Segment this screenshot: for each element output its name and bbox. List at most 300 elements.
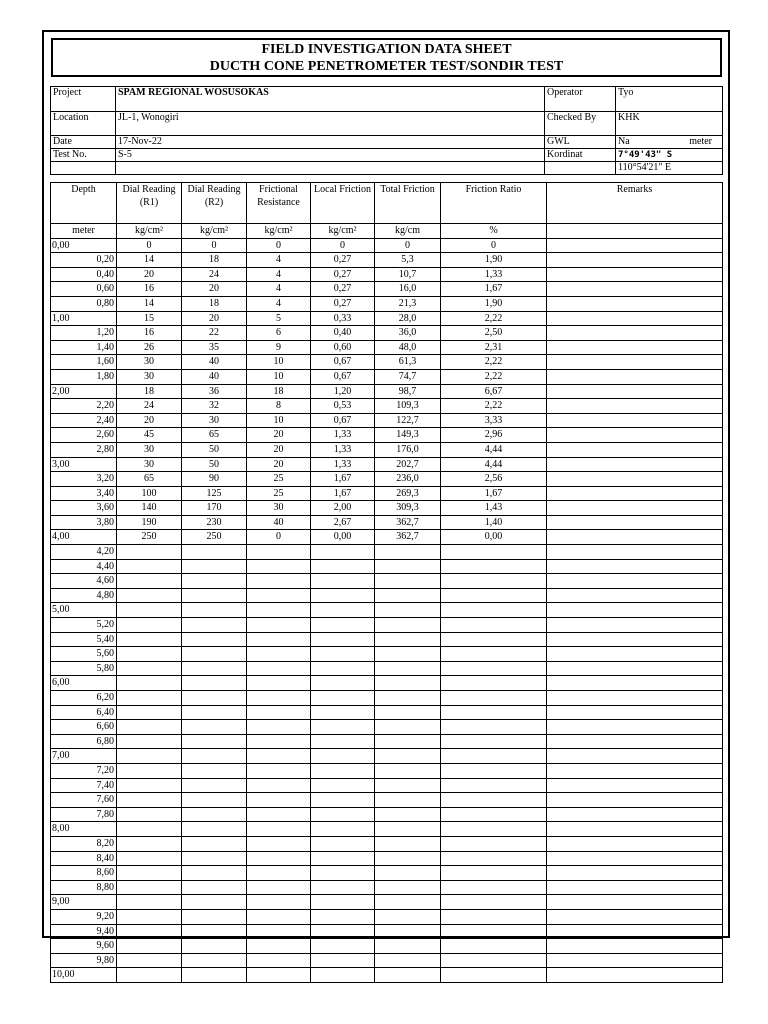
cell-tf (375, 676, 441, 691)
cell-ratio (441, 603, 547, 618)
table-row (51, 939, 723, 954)
cell-r1: 45 (117, 428, 182, 443)
cell-depth: 7,80 (51, 807, 117, 822)
cell-fr: 4 (247, 267, 311, 282)
table-row (51, 793, 723, 808)
table-row (51, 413, 723, 428)
cell-ratio: 6,67 (441, 384, 547, 399)
info-table (50, 86, 723, 175)
cell-depth: 5,40 (51, 632, 117, 647)
cell-fr: 10 (247, 369, 311, 384)
cell-fr: 40 (247, 515, 311, 530)
table-row (51, 384, 723, 399)
cell-lf: 1,33 (311, 442, 375, 457)
cell-ratio: 0,00 (441, 530, 547, 545)
cell-r1: 0 (117, 238, 182, 253)
cell-depth: 7,60 (51, 793, 117, 808)
cell-r2 (182, 632, 247, 647)
cell-r2: 22 (182, 326, 247, 341)
cell-r2: 0 (182, 238, 247, 253)
cell-tf (375, 778, 441, 793)
cell-remarks (547, 296, 723, 311)
cell-r1 (117, 763, 182, 778)
cell-fr: 0 (247, 238, 311, 253)
cell-tf: 98,7 (375, 384, 441, 399)
table-row (51, 676, 723, 691)
cell-r1 (117, 749, 182, 764)
cell-tf: 61,3 (375, 355, 441, 370)
cell-ratio (441, 647, 547, 662)
header-local-friction: Local Friction (311, 183, 375, 224)
cell-depth: 5,80 (51, 661, 117, 676)
cell-lf (311, 705, 375, 720)
cell-r2 (182, 574, 247, 589)
cell-remarks (547, 530, 723, 545)
cell-r1 (117, 895, 182, 910)
cell-remarks (547, 501, 723, 516)
cell-fr: 4 (247, 282, 311, 297)
cell-r2 (182, 603, 247, 618)
header-r2: Dial Reading (R2) (182, 183, 247, 224)
header-depth: Depth (51, 183, 117, 224)
cell-r2: 18 (182, 253, 247, 268)
unit-tf: kg/cm (375, 224, 441, 239)
cell-tf (375, 763, 441, 778)
unit-r1: kg/cm² (117, 224, 182, 239)
cell-lf (311, 734, 375, 749)
unit-lf: kg/cm² (311, 224, 375, 239)
cell-r2 (182, 909, 247, 924)
table-row (51, 603, 723, 618)
cell-r2: 30 (182, 413, 247, 428)
cell-tf: 10,7 (375, 267, 441, 282)
cell-remarks (547, 866, 723, 881)
cell-r2: 230 (182, 515, 247, 530)
cell-fr: 20 (247, 428, 311, 443)
date-value: 17-Nov-22 (116, 136, 545, 149)
cell-fr (247, 836, 311, 851)
cell-r2 (182, 749, 247, 764)
cell-ratio: 2,96 (441, 428, 547, 443)
table-row (51, 545, 723, 560)
cell-r1 (117, 559, 182, 574)
cell-tf (375, 559, 441, 574)
cell-depth: 3,80 (51, 515, 117, 530)
cell-r1 (117, 632, 182, 647)
cell-lf (311, 778, 375, 793)
cell-tf: 16,0 (375, 282, 441, 297)
unit-fr: kg/cm² (247, 224, 311, 239)
cell-depth: 7,20 (51, 763, 117, 778)
cell-r1 (117, 676, 182, 691)
cell-r2: 170 (182, 501, 247, 516)
cell-r1 (117, 953, 182, 968)
cell-remarks (547, 691, 723, 706)
cell-tf: 0 (375, 238, 441, 253)
cell-ratio: 2,22 (441, 399, 547, 414)
kordinat-lon: 110°54'21" E (616, 162, 723, 175)
cell-lf: 1,20 (311, 384, 375, 399)
cell-lf (311, 953, 375, 968)
cell-remarks (547, 311, 723, 326)
cell-tf (375, 691, 441, 706)
cell-ratio: 1,67 (441, 486, 547, 501)
cell-fr: 30 (247, 501, 311, 516)
cell-tf (375, 720, 441, 735)
cell-remarks (547, 486, 723, 501)
cell-depth: 10,00 (51, 968, 117, 983)
cell-ratio: 4,44 (441, 442, 547, 457)
cell-lf (311, 632, 375, 647)
cell-ratio: 4,44 (441, 457, 547, 472)
table-row (51, 355, 723, 370)
cell-depth: 2,20 (51, 399, 117, 414)
cell-fr: 20 (247, 442, 311, 457)
cell-lf (311, 720, 375, 735)
cell-tf (375, 749, 441, 764)
cell-depth: 4,40 (51, 559, 117, 574)
cell-lf (311, 559, 375, 574)
cell-remarks (547, 895, 723, 910)
cell-lf: 1,67 (311, 472, 375, 487)
cell-remarks (547, 705, 723, 720)
table-row (51, 836, 723, 851)
table-row (51, 895, 723, 910)
table-row (51, 647, 723, 662)
cell-tf (375, 909, 441, 924)
cell-fr: 9 (247, 340, 311, 355)
cell-fr: 20 (247, 457, 311, 472)
checked-value: KHK (616, 112, 723, 136)
cell-remarks (547, 428, 723, 443)
cell-r1: 190 (117, 515, 182, 530)
table-row (51, 530, 723, 545)
cell-lf: 0,27 (311, 267, 375, 282)
cell-tf: 5,3 (375, 253, 441, 268)
table-row (51, 909, 723, 924)
table-row (51, 968, 723, 983)
cell-tf (375, 924, 441, 939)
cell-fr: 25 (247, 486, 311, 501)
cell-lf (311, 676, 375, 691)
header-friction-ratio: Friction Ratio (441, 183, 547, 224)
cell-depth: 5,00 (51, 603, 117, 618)
cell-tf (375, 851, 441, 866)
cell-r1 (117, 574, 182, 589)
table-row (51, 282, 723, 297)
cell-lf: 2,67 (311, 515, 375, 530)
cell-r2: 50 (182, 442, 247, 457)
cell-r1 (117, 924, 182, 939)
cell-remarks (547, 618, 723, 633)
cell-r1: 16 (117, 326, 182, 341)
cell-tf: 362,7 (375, 530, 441, 545)
cell-r2 (182, 866, 247, 881)
cell-lf: 0,67 (311, 369, 375, 384)
table-row (51, 618, 723, 633)
cell-ratio (441, 691, 547, 706)
cell-fr (247, 939, 311, 954)
cell-ratio: 2,31 (441, 340, 547, 355)
cell-remarks (547, 734, 723, 749)
table-row (51, 428, 723, 443)
cell-remarks (547, 851, 723, 866)
cell-remarks (547, 399, 723, 414)
cell-ratio: 1,40 (441, 515, 547, 530)
cell-depth: 0,40 (51, 267, 117, 282)
cell-remarks (547, 253, 723, 268)
cell-r2 (182, 618, 247, 633)
cell-depth: 8,20 (51, 836, 117, 851)
cell-fr: 5 (247, 311, 311, 326)
table-row (51, 807, 723, 822)
table-row (51, 238, 723, 253)
cell-tf: 309,3 (375, 501, 441, 516)
cell-lf: 1,67 (311, 486, 375, 501)
cell-tf: 28,0 (375, 311, 441, 326)
title-box (51, 38, 722, 77)
test-label: Test No. (51, 149, 116, 162)
blank-cell (51, 162, 116, 175)
cell-lf (311, 647, 375, 662)
cell-r2 (182, 588, 247, 603)
cell-tf: 149,3 (375, 428, 441, 443)
location-label: Location (51, 112, 116, 136)
cell-tf (375, 807, 441, 822)
blank-cell (116, 162, 545, 175)
cell-remarks (547, 588, 723, 603)
cell-lf (311, 895, 375, 910)
cell-r2 (182, 647, 247, 662)
table-row (51, 296, 723, 311)
cell-fr (247, 763, 311, 778)
cell-tf (375, 793, 441, 808)
cell-lf (311, 588, 375, 603)
cell-fr (247, 866, 311, 881)
cell-r1: 30 (117, 442, 182, 457)
cell-remarks (547, 632, 723, 647)
cell-fr (247, 705, 311, 720)
cell-lf: 0,00 (311, 530, 375, 545)
cell-r1 (117, 851, 182, 866)
cell-ratio (441, 749, 547, 764)
cell-tf: 74,7 (375, 369, 441, 384)
cell-ratio (441, 968, 547, 983)
cell-r1: 65 (117, 472, 182, 487)
cell-fr (247, 807, 311, 822)
cell-ratio: 1,90 (441, 253, 547, 268)
cell-remarks (547, 384, 723, 399)
cell-tf (375, 968, 441, 983)
cell-depth: 0,00 (51, 238, 117, 253)
cell-remarks (547, 939, 723, 954)
cell-remarks (547, 807, 723, 822)
cell-r1 (117, 822, 182, 837)
cell-depth: 4,60 (51, 574, 117, 589)
cell-depth: 4,80 (51, 588, 117, 603)
cell-tf (375, 661, 441, 676)
table-row (51, 399, 723, 414)
cell-r1 (117, 603, 182, 618)
cell-remarks (547, 836, 723, 851)
cell-fr (247, 661, 311, 676)
cell-r2: 50 (182, 457, 247, 472)
table-row (51, 866, 723, 881)
table-row (51, 953, 723, 968)
cell-remarks (547, 603, 723, 618)
cell-r2: 90 (182, 472, 247, 487)
table-row (51, 763, 723, 778)
cell-lf (311, 939, 375, 954)
cell-r2 (182, 924, 247, 939)
cell-lf (311, 691, 375, 706)
cell-tf (375, 647, 441, 662)
cell-ratio (441, 574, 547, 589)
cell-ratio: 1,43 (441, 501, 547, 516)
cell-tf (375, 822, 441, 837)
cell-remarks (547, 749, 723, 764)
cell-depth: 4,00 (51, 530, 117, 545)
kordinat-lat: 7°49'43" S (616, 149, 723, 162)
cell-ratio (441, 778, 547, 793)
cell-depth: 3,40 (51, 486, 117, 501)
cell-depth: 0,20 (51, 253, 117, 268)
cell-ratio (441, 559, 547, 574)
cell-ratio: 3,33 (441, 413, 547, 428)
location-value: JL-1, Wonogiri (116, 112, 545, 136)
cell-r1: 15 (117, 311, 182, 326)
cell-tf: 202,7 (375, 457, 441, 472)
cell-r1 (117, 720, 182, 735)
cell-lf (311, 603, 375, 618)
cell-tf (375, 588, 441, 603)
table-row (51, 267, 723, 282)
cell-lf: 0,67 (311, 355, 375, 370)
gwl-value-cell (616, 136, 723, 149)
cell-r2: 18 (182, 296, 247, 311)
cell-remarks (547, 793, 723, 808)
cell-r2: 40 (182, 355, 247, 370)
cell-tf (375, 953, 441, 968)
cell-depth: 9,40 (51, 924, 117, 939)
cell-r1 (117, 968, 182, 983)
cell-depth: 7,40 (51, 778, 117, 793)
cell-tf: 21,3 (375, 296, 441, 311)
cell-ratio: 2,22 (441, 369, 547, 384)
cell-ratio: 0 (441, 238, 547, 253)
table-row (51, 749, 723, 764)
table-row (51, 720, 723, 735)
table-row (51, 369, 723, 384)
cell-r1: 30 (117, 457, 182, 472)
cell-r2: 250 (182, 530, 247, 545)
cell-depth: 6,80 (51, 734, 117, 749)
cell-ratio (441, 545, 547, 560)
gwl-unit: meter (689, 136, 712, 147)
cell-r2 (182, 676, 247, 691)
cell-r2 (182, 953, 247, 968)
table-row (51, 515, 723, 530)
cell-r1 (117, 807, 182, 822)
cell-r1 (117, 705, 182, 720)
cell-lf (311, 851, 375, 866)
cell-lf (311, 836, 375, 851)
cell-remarks (547, 515, 723, 530)
cell-depth: 2,80 (51, 442, 117, 457)
cell-tf: 236,0 (375, 472, 441, 487)
cell-fr (247, 895, 311, 910)
blank-cell (545, 162, 616, 175)
cell-remarks (547, 267, 723, 282)
cell-ratio (441, 924, 547, 939)
date-label: Date (51, 136, 116, 149)
cell-fr (247, 909, 311, 924)
cell-lf (311, 793, 375, 808)
cell-lf: 1,33 (311, 457, 375, 472)
table-row (51, 924, 723, 939)
cell-lf (311, 968, 375, 983)
cell-r1 (117, 734, 182, 749)
cell-r1: 250 (117, 530, 182, 545)
cell-lf: 0,27 (311, 282, 375, 297)
cell-tf (375, 836, 441, 851)
cell-remarks (547, 369, 723, 384)
unit-depth: meter (51, 224, 117, 239)
cell-tf: 109,3 (375, 399, 441, 414)
cell-ratio (441, 807, 547, 822)
cell-depth: 4,20 (51, 545, 117, 560)
cell-depth: 9,20 (51, 909, 117, 924)
cell-fr (247, 880, 311, 895)
cell-r1: 30 (117, 369, 182, 384)
cell-r2: 125 (182, 486, 247, 501)
cell-lf (311, 574, 375, 589)
cell-r1: 30 (117, 355, 182, 370)
cell-fr (247, 720, 311, 735)
cell-r2: 24 (182, 267, 247, 282)
cell-r2 (182, 720, 247, 735)
header-r1: Dial Reading (R1) (117, 183, 182, 224)
cell-r2 (182, 734, 247, 749)
cell-remarks (547, 880, 723, 895)
cell-depth: 3,20 (51, 472, 117, 487)
cell-r1: 20 (117, 413, 182, 428)
table-row (51, 486, 723, 501)
cell-tf (375, 603, 441, 618)
cell-r2: 35 (182, 340, 247, 355)
cell-fr (247, 588, 311, 603)
unit-ratio: % (441, 224, 547, 239)
cell-ratio: 2,50 (441, 326, 547, 341)
table-row (51, 734, 723, 749)
cell-r2: 40 (182, 369, 247, 384)
cell-r2 (182, 939, 247, 954)
table-row (51, 588, 723, 603)
table-row (51, 778, 723, 793)
cell-r2 (182, 559, 247, 574)
cell-r1 (117, 691, 182, 706)
cell-ratio (441, 720, 547, 735)
cell-tf: 362,7 (375, 515, 441, 530)
cell-r1 (117, 909, 182, 924)
cell-ratio (441, 734, 547, 749)
operator-value: Tyo (616, 87, 723, 112)
cell-tf: 122,7 (375, 413, 441, 428)
cell-remarks (547, 661, 723, 676)
cell-ratio (441, 895, 547, 910)
cell-ratio: 1,67 (441, 282, 547, 297)
cell-r2 (182, 807, 247, 822)
